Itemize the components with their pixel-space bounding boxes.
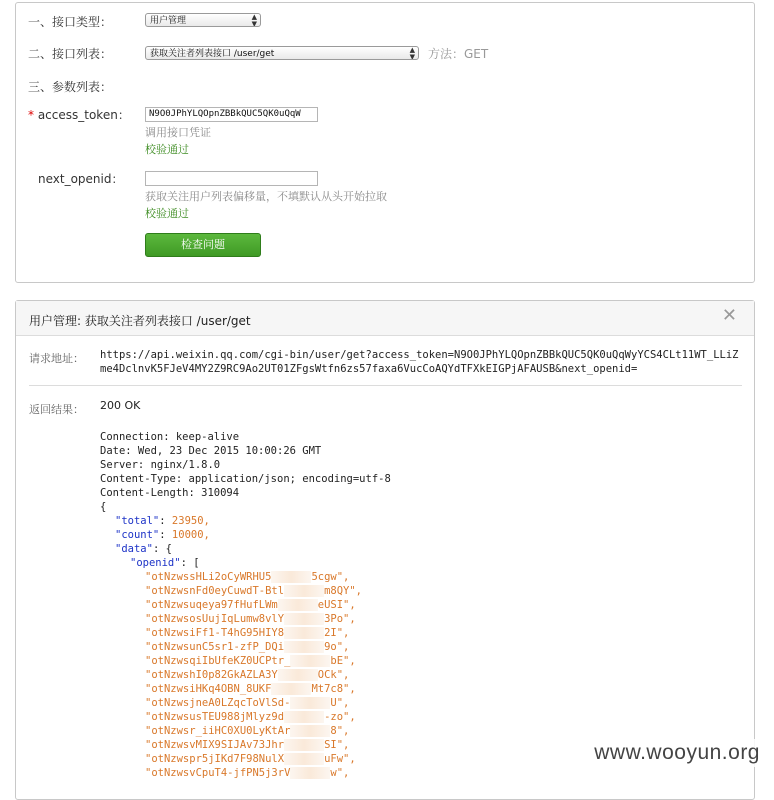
close-icon[interactable]: ✕ xyxy=(721,305,737,326)
openid-list-item xyxy=(100,752,362,766)
required-mark: * xyxy=(28,108,34,122)
openid-list-item xyxy=(100,766,362,780)
openid-suffix: uFw", xyxy=(324,753,356,765)
redaction-blur xyxy=(284,711,324,723)
openid-suffix: w", xyxy=(330,767,350,779)
next-openid-hint: 获取关注用户列表偏移量，不填默认从头开始拉取 xyxy=(145,190,387,203)
redaction-blur xyxy=(290,767,330,779)
next-openid-label: next_openid： xyxy=(38,172,124,186)
json-punct: : { xyxy=(152,543,172,555)
json-punct: : [ xyxy=(180,557,200,569)
openid-prefix: "otNzwsr_iiHC0XU0LyKtAr xyxy=(145,725,291,737)
json-value: 10000, xyxy=(171,529,210,541)
openid-prefix: "otNzwsiFf1-T4hG95HIY8 xyxy=(145,627,285,639)
response-json xyxy=(100,500,362,780)
redaction-blur xyxy=(290,655,330,667)
openid-list-item xyxy=(100,738,362,752)
redaction-blur xyxy=(278,669,318,681)
openid-list-item xyxy=(100,724,362,738)
redaction-blur xyxy=(284,641,324,653)
access-token-hint: 调用接口凭证 xyxy=(145,126,211,139)
json-total-line: "total": 23950, xyxy=(115,515,210,527)
openid-prefix: "otNzwsjneA0LZqcToVlSd- xyxy=(145,697,291,709)
watermark: www.wooyun.org xyxy=(588,739,766,767)
openid-suffix: eUSI", xyxy=(317,599,356,611)
openid-prefix: "otNzwsqiIbUfeKZ0UCPtr_ xyxy=(145,655,291,667)
redaction-blur xyxy=(284,627,324,639)
json-count-line: "count": 10000, xyxy=(115,529,210,541)
json-key: "count" xyxy=(115,529,160,541)
access-token-status: 校验通过 xyxy=(145,143,189,156)
json-data-line xyxy=(100,542,362,556)
json-key: "data" xyxy=(115,543,153,555)
openid-list-item xyxy=(100,710,362,724)
params-label: 三、参数列表： xyxy=(28,80,113,94)
openid-prefix: "otNzwspr5jIKd7F98NulX xyxy=(145,753,285,765)
interface-list-value: 获取关注者列表接口 /user/get xyxy=(150,49,275,59)
openid-suffix: Mt7c8", xyxy=(311,683,356,695)
result-panel xyxy=(15,300,755,800)
openid-suffix: 9o", xyxy=(324,641,350,653)
openid-suffix: U", xyxy=(330,697,350,709)
openid-prefix: "otNzwsusTEU988jMlyz9d xyxy=(145,711,285,723)
result-header xyxy=(16,301,754,336)
openid-list-item xyxy=(100,682,362,696)
access-token-input[interactable]: N9O0JPhYLQOpnZBBkQUC5QK0uQqW xyxy=(145,107,318,122)
json-value: 23950, xyxy=(171,515,210,527)
json-key: "openid" xyxy=(130,557,181,569)
redaction-blur xyxy=(284,585,324,597)
redaction-blur xyxy=(284,753,324,765)
interface-list-select[interactable] xyxy=(145,46,419,60)
openid-prefix: "otNzwsnFd0eyCuwdT-Btl xyxy=(145,585,285,597)
redaction-blur xyxy=(271,571,311,583)
openid-prefix: "otNzwshI0p82GkAZLA3Y xyxy=(145,669,278,681)
interface-type-label: 一、接口类型： xyxy=(28,15,113,29)
header-line: Content-Length: 310094 xyxy=(100,487,240,499)
openid-prefix: "otNzwsvCpuT4-jfPN5j3rV xyxy=(145,767,291,779)
access-token-label: access_token： xyxy=(37,108,130,122)
response-label: 返回结果： xyxy=(29,403,84,416)
interface-list-label: 二、接口列表： xyxy=(28,47,113,61)
access-token-label-row xyxy=(28,106,130,123)
json-key: "total" xyxy=(115,515,160,527)
openid-list-item xyxy=(100,612,362,626)
openid-suffix: SI", xyxy=(324,739,350,751)
openid-prefix: "otNzwsosUujIqLumw8vlY xyxy=(145,613,285,625)
redaction-blur xyxy=(290,697,330,709)
header-line: Content-Type: application/json; encoding=utf-8 xyxy=(100,473,391,485)
header-line: Server: nginx/1.8.0 xyxy=(100,459,221,471)
openid-prefix: "otNzwsunC5sr1-zfP_DQi xyxy=(145,641,285,653)
openid-prefix: "otNzwssHLi2oCyWRHU5 xyxy=(145,571,272,583)
openid-prefix: "otNzwsiHKq4OBN_8UKF xyxy=(145,683,272,695)
openid-suffix: 5cgw", xyxy=(311,571,350,583)
openid-list-item xyxy=(100,626,362,640)
header-line: Connection: keep-alive xyxy=(100,431,240,443)
openid-list-item xyxy=(100,654,362,668)
openid-list-item xyxy=(100,668,362,682)
redaction-blur xyxy=(278,599,318,611)
json-open-brace: { xyxy=(100,501,107,513)
interface-type-value: 用户管理 xyxy=(150,16,187,26)
openid-suffix: bE", xyxy=(330,655,356,667)
header-line: Date: Wed, 23 Dec 2015 10:00:26 GMT xyxy=(100,445,322,457)
openid-list-item xyxy=(100,570,362,584)
redaction-blur xyxy=(284,739,324,751)
openid-prefix: "otNzwsvMIX9SIJAv73Jhr xyxy=(145,739,285,751)
method-text: 方法：GET xyxy=(428,47,489,61)
openid-list-item xyxy=(100,696,362,710)
interface-type-select[interactable] xyxy=(145,13,261,27)
openid-prefix: "otNzwsuqeya97fHufLWm xyxy=(145,599,278,611)
openid-list-item xyxy=(100,640,362,654)
request-url-label: 请求地址： xyxy=(29,352,84,365)
openid-suffix: 3Po", xyxy=(324,613,356,625)
response-headers xyxy=(100,430,391,500)
redaction-blur xyxy=(271,683,311,695)
api-test-form xyxy=(15,2,755,283)
request-url: https://api.weixin.qq.com/cgi-bin/user/get?access_token=N9O0JPhYLQOpnZBBkQUC5QK0uQqWyYCS4CLt11WT_LLiZme4DclnvK5FJeV4MY2Z9RC9Ao2UT01ZFgsWtfn6zs57faxa6VucCoAQYdTFXkEIGPjAFAUSB&next_openid= xyxy=(100,349,739,375)
openid-suffix: 2I", xyxy=(324,627,350,639)
redaction-blur xyxy=(290,725,330,737)
openid-list-item xyxy=(100,598,362,612)
openid-list xyxy=(100,570,362,780)
openid-suffix: m8QY", xyxy=(324,585,363,597)
openid-list-item xyxy=(100,584,362,598)
openid-suffix: 8", xyxy=(330,725,350,737)
json-openid-line xyxy=(100,556,362,570)
divider xyxy=(29,385,742,386)
result-title: 用户管理: 获取关注者列表接口 /user/get xyxy=(29,314,251,328)
next-openid-input[interactable] xyxy=(145,171,318,186)
openid-suffix: -zo", xyxy=(324,711,356,723)
status-line: 200 OK xyxy=(100,399,141,412)
next-openid-status: 校验通过 xyxy=(145,207,189,220)
redaction-blur xyxy=(284,613,324,625)
check-button[interactable]: 检查问题 xyxy=(145,233,261,257)
select-arrows-icon: ▲ ▼ xyxy=(409,46,415,60)
select-arrows-icon: ▲ ▼ xyxy=(251,13,257,27)
openid-suffix: OCk", xyxy=(317,669,350,681)
